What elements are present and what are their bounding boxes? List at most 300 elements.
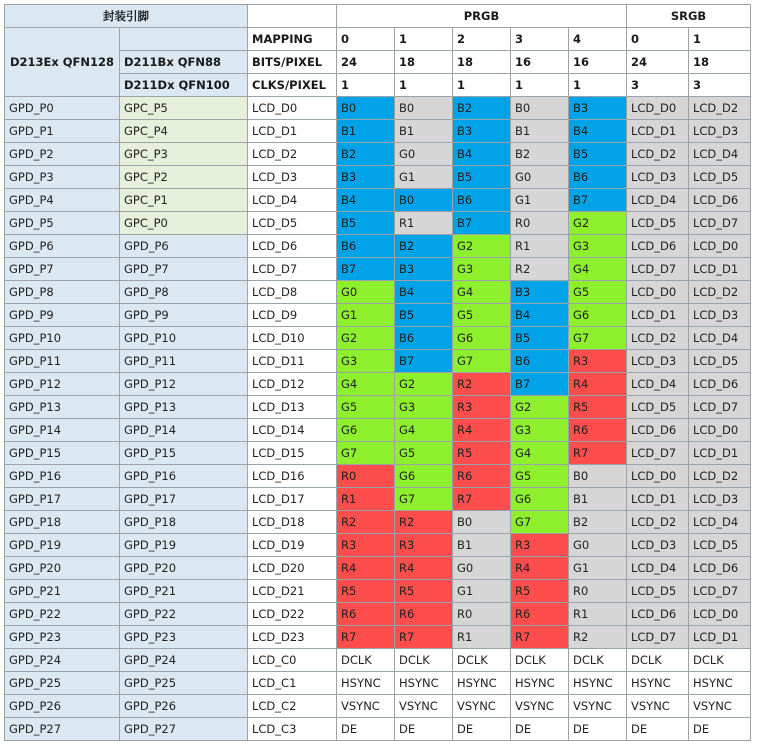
prgb-mapping-cell: G4 xyxy=(453,281,511,304)
prgb-mapping-cell: B5 xyxy=(453,166,511,189)
srgb-clks-cell: 3 xyxy=(689,74,751,97)
srgb-mapping-cell: LCD_D5 xyxy=(627,212,689,235)
prgb-mode-cell: 3 xyxy=(511,28,569,51)
prgb-mapping-cell: G5 xyxy=(453,304,511,327)
lcd-signal-cell: LCD_D3 xyxy=(248,166,337,189)
chip-d211bx-header: D211Bx QFN88 xyxy=(120,51,248,74)
prgb-mapping-cell: B4 xyxy=(511,304,569,327)
srgb-mapping-cell: LCD_D4 xyxy=(689,327,751,350)
srgb-mapping-cell: VSYNC xyxy=(627,695,689,718)
prgb-clks-cell: 1 xyxy=(395,74,453,97)
prgb-mapping-cell: DCLK xyxy=(395,649,453,672)
prgb-mapping-cell: B0 xyxy=(453,511,511,534)
srgb-mapping-cell: VSYNC xyxy=(689,695,751,718)
prgb-mapping-cell: R4 xyxy=(337,557,395,580)
srgb-mapping-cell: LCD_D1 xyxy=(627,488,689,511)
srgb-bits-cell: 24 xyxy=(627,51,689,74)
prgb-mapping-cell: B4 xyxy=(395,281,453,304)
prgb-mapping-cell: B5 xyxy=(569,143,627,166)
prgb-mapping-cell: B1 xyxy=(337,120,395,143)
prgb-mapping-cell: B0 xyxy=(337,97,395,120)
srgb-mapping-cell: LCD_D6 xyxy=(689,557,751,580)
srgb-clks-cell: 3 xyxy=(627,74,689,97)
table-row xyxy=(5,373,751,396)
prgb-mapping-cell: B3 xyxy=(395,258,453,281)
table-body xyxy=(5,97,751,741)
prgb-mapping-cell: R6 xyxy=(453,465,511,488)
prgb-mapping-cell: B0 xyxy=(395,189,453,212)
blank-header-cell xyxy=(120,28,248,51)
prgb-mapping-cell: B7 xyxy=(453,212,511,235)
table-row xyxy=(5,649,751,672)
srgb-mapping-cell: LCD_D5 xyxy=(627,580,689,603)
prgb-mapping-cell: R5 xyxy=(395,580,453,603)
prgb-mode-cell: 1 xyxy=(395,28,453,51)
srgb-mapping-cell: LCD_D1 xyxy=(689,626,751,649)
d211-pin-cell: GPD_P22 xyxy=(120,603,248,626)
srgb-mapping-cell: LCD_D2 xyxy=(627,511,689,534)
prgb-header: PRGB xyxy=(337,5,627,28)
srgb-mapping-cell: LCD_D1 xyxy=(689,258,751,281)
prgb-mapping-cell: HSYNC xyxy=(395,672,453,695)
srgb-mapping-cell: LCD_D2 xyxy=(627,327,689,350)
prgb-mapping-cell: B3 xyxy=(569,97,627,120)
prgb-mapping-cell: B7 xyxy=(395,350,453,373)
d213-pin-cell: GPD_P25 xyxy=(5,672,120,695)
prgb-mapping-cell: B3 xyxy=(453,120,511,143)
prgb-mapping-cell: R6 xyxy=(511,603,569,626)
prgb-mapping-cell: R6 xyxy=(337,603,395,626)
prgb-mapping-cell: B1 xyxy=(511,120,569,143)
prgb-mapping-cell: G0 xyxy=(453,557,511,580)
prgb-mapping-cell: R3 xyxy=(453,396,511,419)
table-row xyxy=(5,718,751,741)
prgb-mapping-cell: G6 xyxy=(337,419,395,442)
prgb-mapping-cell: R1 xyxy=(511,235,569,258)
lcd-signal-cell: LCD_D1 xyxy=(248,120,337,143)
srgb-mapping-cell: LCD_D5 xyxy=(689,350,751,373)
prgb-mapping-cell: G2 xyxy=(511,396,569,419)
srgb-mapping-cell: LCD_D3 xyxy=(627,166,689,189)
prgb-mapping-cell: B4 xyxy=(337,189,395,212)
srgb-mapping-cell: LCD_D7 xyxy=(689,396,751,419)
prgb-mapping-cell: DE xyxy=(569,718,627,741)
prgb-mapping-cell: R3 xyxy=(337,534,395,557)
d213-pin-cell: GPD_P19 xyxy=(5,534,120,557)
prgb-mapping-cell: G0 xyxy=(395,143,453,166)
d213-pin-cell: GPD_P22 xyxy=(5,603,120,626)
prgb-mapping-cell: B1 xyxy=(569,488,627,511)
prgb-mapping-cell: B2 xyxy=(395,235,453,258)
table-row xyxy=(5,166,751,189)
prgb-mapping-cell: R4 xyxy=(511,557,569,580)
d213-pin-cell: GPD_P5 xyxy=(5,212,120,235)
prgb-mapping-cell: VSYNC xyxy=(511,695,569,718)
srgb-mapping-cell: LCD_D2 xyxy=(689,97,751,120)
prgb-mapping-cell: R5 xyxy=(337,580,395,603)
d211-pin-cell: GPD_P6 xyxy=(120,235,248,258)
lcd-signal-cell: LCD_D10 xyxy=(248,327,337,350)
srgb-mapping-cell: LCD_D4 xyxy=(689,511,751,534)
table-row xyxy=(5,442,751,465)
prgb-mapping-cell: G3 xyxy=(569,235,627,258)
prgb-bits-cell: 24 xyxy=(337,51,395,74)
table-row xyxy=(5,580,751,603)
prgb-mapping-cell: R3 xyxy=(569,350,627,373)
package-pins-header: 封装引脚 xyxy=(5,5,248,28)
chip-d211dx-header: D211Dx QFN100 xyxy=(120,74,248,97)
prgb-mapping-cell: G7 xyxy=(395,488,453,511)
prgb-mapping-cell: R0 xyxy=(569,580,627,603)
prgb-mapping-cell: DCLK xyxy=(453,649,511,672)
d213-pin-cell: GPD_P10 xyxy=(5,327,120,350)
prgb-mapping-cell: B1 xyxy=(395,120,453,143)
srgb-mapping-cell: LCD_D1 xyxy=(627,304,689,327)
prgb-mapping-cell: HSYNC xyxy=(511,672,569,695)
prgb-mapping-cell: G7 xyxy=(337,442,395,465)
prgb-mapping-cell: G1 xyxy=(511,189,569,212)
prgb-mapping-cell: B7 xyxy=(511,373,569,396)
d211-pin-cell: GPD_P10 xyxy=(120,327,248,350)
d213-pin-cell: GPD_P6 xyxy=(5,235,120,258)
srgb-mapping-cell: DCLK xyxy=(689,649,751,672)
srgb-mapping-cell: LCD_D7 xyxy=(689,212,751,235)
lcd-signal-cell: LCD_D14 xyxy=(248,419,337,442)
d211-pin-cell: GPD_P17 xyxy=(120,488,248,511)
prgb-mapping-cell: B6 xyxy=(453,189,511,212)
prgb-mapping-cell: R4 xyxy=(395,557,453,580)
srgb-mapping-cell: LCD_D2 xyxy=(627,143,689,166)
prgb-mapping-cell: G4 xyxy=(337,373,395,396)
prgb-mapping-cell: B4 xyxy=(453,143,511,166)
srgb-mapping-cell: LCD_D0 xyxy=(627,465,689,488)
srgb-mapping-cell: DE xyxy=(689,718,751,741)
prgb-mapping-cell: R2 xyxy=(511,258,569,281)
d213-pin-cell: GPD_P16 xyxy=(5,465,120,488)
d213-pin-cell: GPD_P18 xyxy=(5,511,120,534)
srgb-mode-cell: 0 xyxy=(627,28,689,51)
d211-pin-cell: GPD_P15 xyxy=(120,442,248,465)
d211-pin-cell: GPC_P2 xyxy=(120,166,248,189)
prgb-mapping-cell: G6 xyxy=(511,488,569,511)
d211-pin-cell: GPD_P12 xyxy=(120,373,248,396)
prgb-mapping-cell: R7 xyxy=(453,488,511,511)
prgb-mapping-cell: VSYNC xyxy=(453,695,511,718)
d213-pin-cell: GPD_P20 xyxy=(5,557,120,580)
prgb-mapping-cell: B6 xyxy=(395,327,453,350)
prgb-mapping-cell: R2 xyxy=(337,511,395,534)
prgb-mode-cell: 2 xyxy=(453,28,511,51)
d211-pin-cell: GPD_P20 xyxy=(120,557,248,580)
prgb-mapping-cell: R7 xyxy=(569,442,627,465)
lcd-signal-cell: LCD_D19 xyxy=(248,534,337,557)
prgb-clks-cell: 1 xyxy=(569,74,627,97)
d211-pin-cell: GPD_P7 xyxy=(120,258,248,281)
prgb-mapping-cell: B0 xyxy=(569,465,627,488)
d211-pin-cell: GPD_P16 xyxy=(120,465,248,488)
srgb-mapping-cell: LCD_D3 xyxy=(627,534,689,557)
srgb-mapping-cell: LCD_D5 xyxy=(689,166,751,189)
d211-pin-cell: GPD_P24 xyxy=(120,649,248,672)
prgb-mapping-cell: B2 xyxy=(569,511,627,534)
srgb-mapping-cell: LCD_D3 xyxy=(689,488,751,511)
prgb-mapping-cell: G7 xyxy=(453,350,511,373)
table-row xyxy=(5,626,751,649)
srgb-mapping-cell: LCD_D0 xyxy=(627,97,689,120)
d211-pin-cell: GPD_P14 xyxy=(120,419,248,442)
lcd-signal-cell: LCD_D2 xyxy=(248,143,337,166)
lcd-signal-cell: LCD_D7 xyxy=(248,258,337,281)
srgb-mapping-cell: LCD_D0 xyxy=(689,235,751,258)
srgb-mapping-cell: LCD_D4 xyxy=(627,189,689,212)
prgb-mapping-cell: R0 xyxy=(453,603,511,626)
prgb-mapping-cell: VSYNC xyxy=(395,695,453,718)
srgb-mapping-cell: LCD_D7 xyxy=(689,580,751,603)
d211-pin-cell: GPD_P21 xyxy=(120,580,248,603)
prgb-mapping-cell: G5 xyxy=(337,396,395,419)
table-row xyxy=(5,350,751,373)
srgb-mapping-cell: DE xyxy=(627,718,689,741)
prgb-mapping-cell: R3 xyxy=(511,534,569,557)
prgb-mapping-cell: R4 xyxy=(453,419,511,442)
lcd-signal-cell: LCD_C2 xyxy=(248,695,337,718)
prgb-mapping-cell: G3 xyxy=(337,350,395,373)
prgb-mapping-cell: B3 xyxy=(337,166,395,189)
d213-pin-cell: GPD_P9 xyxy=(5,304,120,327)
prgb-mapping-cell: G1 xyxy=(569,557,627,580)
prgb-mode-cell: 0 xyxy=(337,28,395,51)
prgb-mapping-cell: R0 xyxy=(511,212,569,235)
d213-pin-cell: GPD_P27 xyxy=(5,718,120,741)
d213-pin-cell: GPD_P0 xyxy=(5,97,120,120)
srgb-mapping-cell: LCD_D3 xyxy=(689,120,751,143)
srgb-mapping-cell: LCD_D6 xyxy=(689,373,751,396)
lcd-signal-cell: LCD_D6 xyxy=(248,235,337,258)
srgb-mapping-cell: LCD_D6 xyxy=(627,419,689,442)
srgb-mapping-cell: LCD_D5 xyxy=(689,534,751,557)
prgb-mapping-cell: R7 xyxy=(511,626,569,649)
prgb-mapping-cell: B5 xyxy=(511,327,569,350)
prgb-mapping-cell: DE xyxy=(453,718,511,741)
srgb-mapping-cell: LCD_D3 xyxy=(627,350,689,373)
prgb-mapping-cell: R1 xyxy=(337,488,395,511)
srgb-mapping-cell: LCD_D3 xyxy=(689,304,751,327)
prgb-mapping-cell: DE xyxy=(395,718,453,741)
d213-pin-cell: GPD_P15 xyxy=(5,442,120,465)
lcd-signal-cell: LCD_D9 xyxy=(248,304,337,327)
d213-pin-cell: GPD_P17 xyxy=(5,488,120,511)
prgb-mapping-cell: B2 xyxy=(337,143,395,166)
blank-header-cell xyxy=(248,5,337,28)
prgb-bits-cell: 16 xyxy=(569,51,627,74)
srgb-mapping-cell: LCD_D6 xyxy=(689,189,751,212)
srgb-mapping-cell: LCD_D5 xyxy=(627,396,689,419)
prgb-mapping-cell: B5 xyxy=(337,212,395,235)
prgb-mapping-cell: G2 xyxy=(453,235,511,258)
d213-pin-cell: GPD_P1 xyxy=(5,120,120,143)
d213-pin-cell: GPD_P8 xyxy=(5,281,120,304)
prgb-mapping-cell: G2 xyxy=(569,212,627,235)
srgb-mapping-cell: LCD_D7 xyxy=(627,442,689,465)
d213-pin-cell: GPD_P12 xyxy=(5,373,120,396)
prgb-mapping-cell: R6 xyxy=(569,419,627,442)
prgb-mapping-cell: DCLK xyxy=(569,649,627,672)
srgb-mapping-cell: LCD_D0 xyxy=(627,281,689,304)
table-row xyxy=(5,235,751,258)
table-row xyxy=(5,488,751,511)
prgb-mapping-cell: G0 xyxy=(569,534,627,557)
srgb-mapping-cell: LCD_D0 xyxy=(689,419,751,442)
pin-mapping-table xyxy=(4,4,751,741)
lcd-signal-cell: LCD_D23 xyxy=(248,626,337,649)
prgb-mapping-cell: B1 xyxy=(453,534,511,557)
srgb-mapping-cell: LCD_D2 xyxy=(689,465,751,488)
srgb-mapping-cell: LCD_D1 xyxy=(689,442,751,465)
prgb-mapping-cell: G3 xyxy=(395,396,453,419)
prgb-bits-cell: 16 xyxy=(511,51,569,74)
prgb-mapping-cell: R1 xyxy=(453,626,511,649)
prgb-mapping-cell: G4 xyxy=(511,442,569,465)
prgb-mapping-cell: VSYNC xyxy=(569,695,627,718)
table-row xyxy=(5,281,751,304)
table-row xyxy=(5,258,751,281)
prgb-mapping-cell: G3 xyxy=(453,258,511,281)
lcd-signal-cell: LCD_D0 xyxy=(248,97,337,120)
prgb-mapping-cell: B0 xyxy=(511,97,569,120)
prgb-mapping-cell: B3 xyxy=(511,281,569,304)
d213-pin-cell: GPD_P3 xyxy=(5,166,120,189)
prgb-mapping-cell: R2 xyxy=(569,626,627,649)
prgb-mapping-cell: HSYNC xyxy=(569,672,627,695)
table-row xyxy=(5,396,751,419)
prgb-mapping-cell: VSYNC xyxy=(337,695,395,718)
d211-pin-cell: GPC_P5 xyxy=(120,97,248,120)
d213-pin-cell: GPD_P24 xyxy=(5,649,120,672)
srgb-mapping-cell: LCD_D4 xyxy=(627,557,689,580)
srgb-mapping-cell: LCD_D4 xyxy=(627,373,689,396)
lcd-signal-cell: LCD_D16 xyxy=(248,465,337,488)
table-row xyxy=(5,143,751,166)
prgb-mapping-cell: DCLK xyxy=(337,649,395,672)
d213-pin-cell: GPD_P7 xyxy=(5,258,120,281)
prgb-mapping-cell: G4 xyxy=(569,258,627,281)
table-row xyxy=(5,212,751,235)
prgb-mapping-cell: G6 xyxy=(453,327,511,350)
prgb-mapping-cell: HSYNC xyxy=(337,672,395,695)
prgb-mapping-cell: B6 xyxy=(511,350,569,373)
d213-pin-cell: GPD_P23 xyxy=(5,626,120,649)
prgb-mapping-cell: G1 xyxy=(337,304,395,327)
lcd-signal-cell: LCD_D5 xyxy=(248,212,337,235)
bits-per-pixel-label: BITS/PIXEL xyxy=(248,51,337,74)
srgb-mapping-cell: LCD_D6 xyxy=(627,603,689,626)
lcd-signal-cell: LCD_D21 xyxy=(248,580,337,603)
prgb-clks-cell: 1 xyxy=(453,74,511,97)
d211-pin-cell: GPD_P26 xyxy=(120,695,248,718)
prgb-mapping-cell: G2 xyxy=(337,327,395,350)
d211-pin-cell: GPD_P18 xyxy=(120,511,248,534)
d211-pin-cell: GPD_P19 xyxy=(120,534,248,557)
prgb-mapping-cell: B7 xyxy=(569,189,627,212)
d211-pin-cell: GPD_P25 xyxy=(120,672,248,695)
srgb-mode-cell: 1 xyxy=(689,28,751,51)
srgb-mapping-cell: LCD_D1 xyxy=(627,120,689,143)
prgb-mapping-cell: HSYNC xyxy=(453,672,511,695)
prgb-mapping-cell: R2 xyxy=(453,373,511,396)
prgb-mapping-cell: B7 xyxy=(337,258,395,281)
prgb-mode-cell: 4 xyxy=(569,28,627,51)
prgb-mapping-cell: G4 xyxy=(395,419,453,442)
prgb-mapping-cell: G5 xyxy=(569,281,627,304)
table-row xyxy=(5,465,751,488)
prgb-mapping-cell: B5 xyxy=(395,304,453,327)
srgb-mapping-cell: LCD_D4 xyxy=(689,143,751,166)
lcd-signal-cell: LCD_D20 xyxy=(248,557,337,580)
table-row xyxy=(5,419,751,442)
d213-pin-cell: GPD_P11 xyxy=(5,350,120,373)
lcd-signal-cell: LCD_D8 xyxy=(248,281,337,304)
prgb-mapping-cell: R1 xyxy=(395,212,453,235)
prgb-mapping-cell: R5 xyxy=(569,396,627,419)
prgb-mapping-cell: R4 xyxy=(569,373,627,396)
d211-pin-cell: GPD_P8 xyxy=(120,281,248,304)
prgb-mapping-cell: R5 xyxy=(453,442,511,465)
srgb-mapping-cell: LCD_D7 xyxy=(627,626,689,649)
mapping-label: MAPPING xyxy=(248,28,337,51)
table-row xyxy=(5,557,751,580)
prgb-mapping-cell: G1 xyxy=(395,166,453,189)
lcd-signal-cell: LCD_D22 xyxy=(248,603,337,626)
prgb-mapping-cell: R7 xyxy=(395,626,453,649)
srgb-header: SRGB xyxy=(627,5,751,28)
d213-pin-cell: GPD_P26 xyxy=(5,695,120,718)
prgb-mapping-cell: G7 xyxy=(569,327,627,350)
prgb-bits-cell: 18 xyxy=(453,51,511,74)
prgb-mapping-cell: DCLK xyxy=(511,649,569,672)
prgb-mapping-cell: G0 xyxy=(337,281,395,304)
lcd-signal-cell: LCD_D11 xyxy=(248,350,337,373)
table-row xyxy=(5,534,751,557)
prgb-mapping-cell: G3 xyxy=(511,419,569,442)
lcd-signal-cell: LCD_D18 xyxy=(248,511,337,534)
srgb-mapping-cell: LCD_D6 xyxy=(627,235,689,258)
prgb-mapping-cell: B6 xyxy=(569,166,627,189)
d211-pin-cell: GPC_P0 xyxy=(120,212,248,235)
table-row xyxy=(5,695,751,718)
d211-pin-cell: GPC_P3 xyxy=(120,143,248,166)
prgb-mapping-cell: G6 xyxy=(569,304,627,327)
prgb-mapping-cell: G5 xyxy=(511,465,569,488)
lcd-signal-cell: LCD_C1 xyxy=(248,672,337,695)
table-row xyxy=(5,189,751,212)
prgb-mapping-cell: G0 xyxy=(511,166,569,189)
header-row-mapping xyxy=(5,28,751,51)
prgb-mapping-cell: DE xyxy=(337,718,395,741)
lcd-signal-cell: LCD_C3 xyxy=(248,718,337,741)
table-row xyxy=(5,120,751,143)
prgb-bits-cell: 18 xyxy=(395,51,453,74)
prgb-clks-cell: 1 xyxy=(511,74,569,97)
prgb-clks-cell: 1 xyxy=(337,74,395,97)
prgb-mapping-cell: R5 xyxy=(511,580,569,603)
prgb-mapping-cell: G7 xyxy=(511,511,569,534)
lcd-signal-cell: LCD_D15 xyxy=(248,442,337,465)
lcd-signal-cell: LCD_D4 xyxy=(248,189,337,212)
srgb-mapping-cell: DCLK xyxy=(627,649,689,672)
d213-pin-cell: GPD_P2 xyxy=(5,143,120,166)
prgb-mapping-cell: B4 xyxy=(569,120,627,143)
d211-pin-cell: GPC_P1 xyxy=(120,189,248,212)
